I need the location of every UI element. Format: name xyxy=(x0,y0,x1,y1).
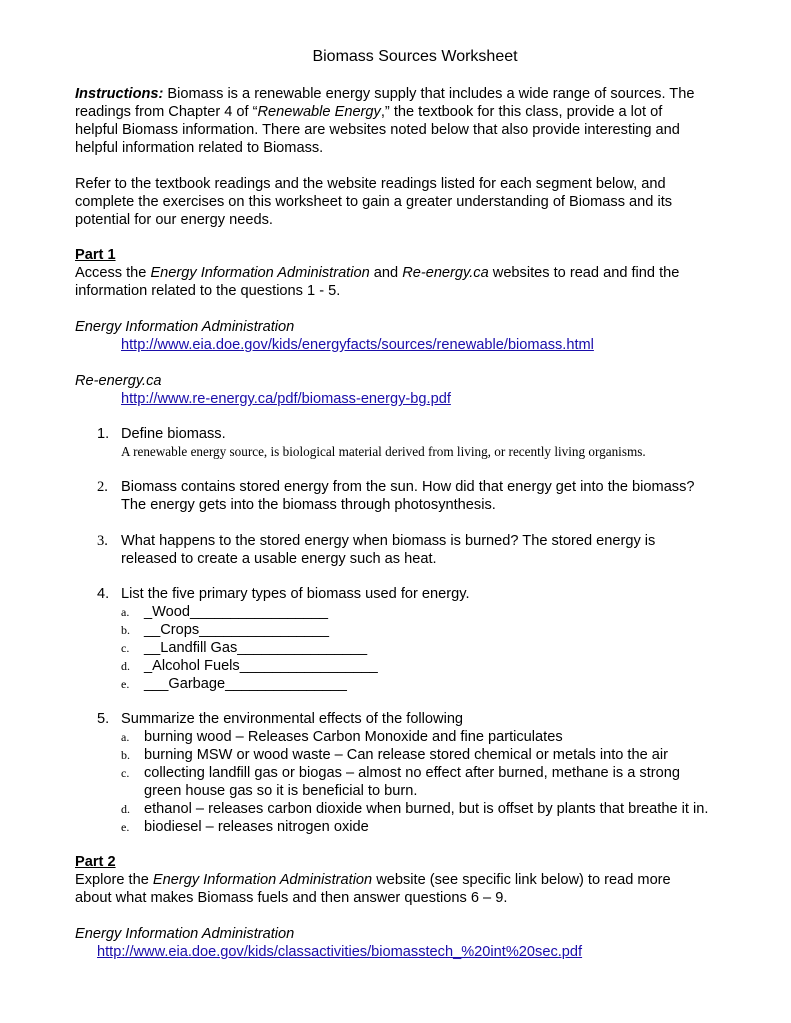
question-1 xyxy=(75,425,755,465)
list-letter: a. xyxy=(121,730,130,744)
list-letter: d. xyxy=(121,802,130,816)
question-number: 5. xyxy=(97,711,110,727)
question-4 xyxy=(75,585,755,697)
eia-biomass-tech-link[interactable]: http://www.eia.doe.gov/kids/classactivities/biomasstech_%20int%20sec.pdf xyxy=(97,944,583,960)
part1-text: websites to read and find the xyxy=(488,265,680,281)
part1-text: Access the xyxy=(75,265,151,281)
question-number: 3. xyxy=(97,533,108,549)
list-letter: c. xyxy=(121,641,130,655)
part2-text: about what makes Biomass fuels and then answer questions 6 – 9. xyxy=(75,890,508,906)
question-number: 2. xyxy=(97,479,108,495)
instructions-text: helpful Biomass information. There are websites noted below that also provide interesting and xyxy=(75,122,680,138)
part2-eia-ref: Energy Information Administration xyxy=(152,872,373,888)
answer-text: A renewable energy source, is biological material derived from living, or recently living organisms. xyxy=(121,444,646,459)
list-letter: c. xyxy=(121,766,130,780)
instructions-text: Biomass is a renewable energy supply that includes a wide range of sources. The xyxy=(163,86,695,102)
part2-text: Explore the xyxy=(75,872,153,888)
part1-text: information related to the questions 1 - 5. xyxy=(75,283,341,299)
biomass-type-answer: _Alcohol Fuels_________________ xyxy=(144,658,378,674)
list-letter: a. xyxy=(121,605,130,619)
list-letter: e. xyxy=(121,677,130,691)
part1-section xyxy=(75,246,755,300)
page-title: Biomass Sources Worksheet xyxy=(312,48,518,65)
list-letter: b. xyxy=(121,623,130,637)
question-5 xyxy=(75,710,755,840)
textbook-title: Renewable Energy xyxy=(257,104,381,120)
source-reenergy xyxy=(75,372,755,408)
biomass-type-answer: __Crops________________ xyxy=(144,622,330,638)
refer-paragraph xyxy=(75,175,755,229)
question-text: Biomass contains stored energy from the sun. How did that energy get into the biomass? xyxy=(121,479,695,495)
instructions-label: Instructions: xyxy=(75,86,164,102)
question-text: Summarize the environmental effects of the following xyxy=(121,711,464,727)
refer-text: Refer to the textbook readings and the website readings listed for each segment below, and xyxy=(75,176,666,192)
question-2 xyxy=(75,478,755,518)
list-letter: e. xyxy=(121,820,130,834)
biomass-type-answer: __Landfill Gas________________ xyxy=(144,640,368,656)
answer-text: released to create a usable energy such as heat. xyxy=(121,551,437,567)
part2-text: website (see specific link below) to read more xyxy=(372,872,671,888)
source-eia-name: Energy Information Administration xyxy=(75,926,295,942)
source-eia-part2 xyxy=(75,925,755,961)
part2-heading: Part 2 xyxy=(75,854,116,870)
effect-answer: ethanol – releases carbon dioxide when burned, but is offset by plants that breathe it in. xyxy=(144,801,709,817)
effect-answer: green house gas so it is beneficial to burn. xyxy=(144,783,418,799)
instructions-text: ,” the textbook for this class, provide a lot of xyxy=(380,104,663,120)
list-letter: b. xyxy=(121,748,130,762)
part1-reenergy-ref: Re-energy.ca xyxy=(402,265,489,281)
instructions-text: helpful information related to Biomass. xyxy=(75,140,324,156)
part2-section xyxy=(75,853,755,907)
question-text: List the five primary types of biomass used for energy. xyxy=(121,586,470,602)
effect-answer: burning wood – Releases Carbon Monoxide and fine particulates xyxy=(144,729,563,745)
effect-answer: biodiesel – releases nitrogen oxide xyxy=(144,819,369,835)
part1-text: and xyxy=(369,265,403,281)
source-eia-name: Energy Information Administration xyxy=(75,319,295,335)
question-number: 4. xyxy=(97,586,110,602)
question-text: What happens to the stored energy when biomass is burned? The stored energy is xyxy=(121,533,656,549)
refer-text: complete the exercises on this worksheet to gain a greater understanding of Biomass and its xyxy=(75,194,673,210)
refer-text: potential for our energy needs. xyxy=(75,212,273,228)
part1-heading: Part 1 xyxy=(75,247,116,263)
instructions-text: readings from Chapter 4 of “ xyxy=(75,104,258,120)
answer-text: The energy gets into the biomass through photosynthesis. xyxy=(121,497,496,513)
reenergy-biomass-link[interactable]: http://www.re-energy.ca/pdf/biomass-energy-bg.pdf xyxy=(121,391,451,407)
eia-biomass-link[interactable]: http://www.eia.doe.gov/kids/energyfacts/sources/renewable/biomass.html xyxy=(121,337,594,353)
source-eia xyxy=(75,318,755,354)
instructions-paragraph xyxy=(75,85,755,157)
source-reenergy-name: Re-energy.ca xyxy=(75,373,162,389)
biomass-type-answer: ___Garbage_______________ xyxy=(144,676,347,692)
biomass-type-answer: _Wood_________________ xyxy=(144,604,328,620)
list-letter: d. xyxy=(121,659,130,673)
question-3 xyxy=(75,532,755,572)
effect-answer: burning MSW or wood waste – Can release stored chemical or metals into the air xyxy=(144,747,668,763)
question-number: 1. xyxy=(97,426,110,442)
part1-eia-ref: Energy Information Administration xyxy=(150,265,370,281)
effect-answer: collecting landfill gas or biogas – almost no effect after burned, methane is a strong xyxy=(144,765,680,781)
question-text: Define biomass. xyxy=(121,426,226,442)
